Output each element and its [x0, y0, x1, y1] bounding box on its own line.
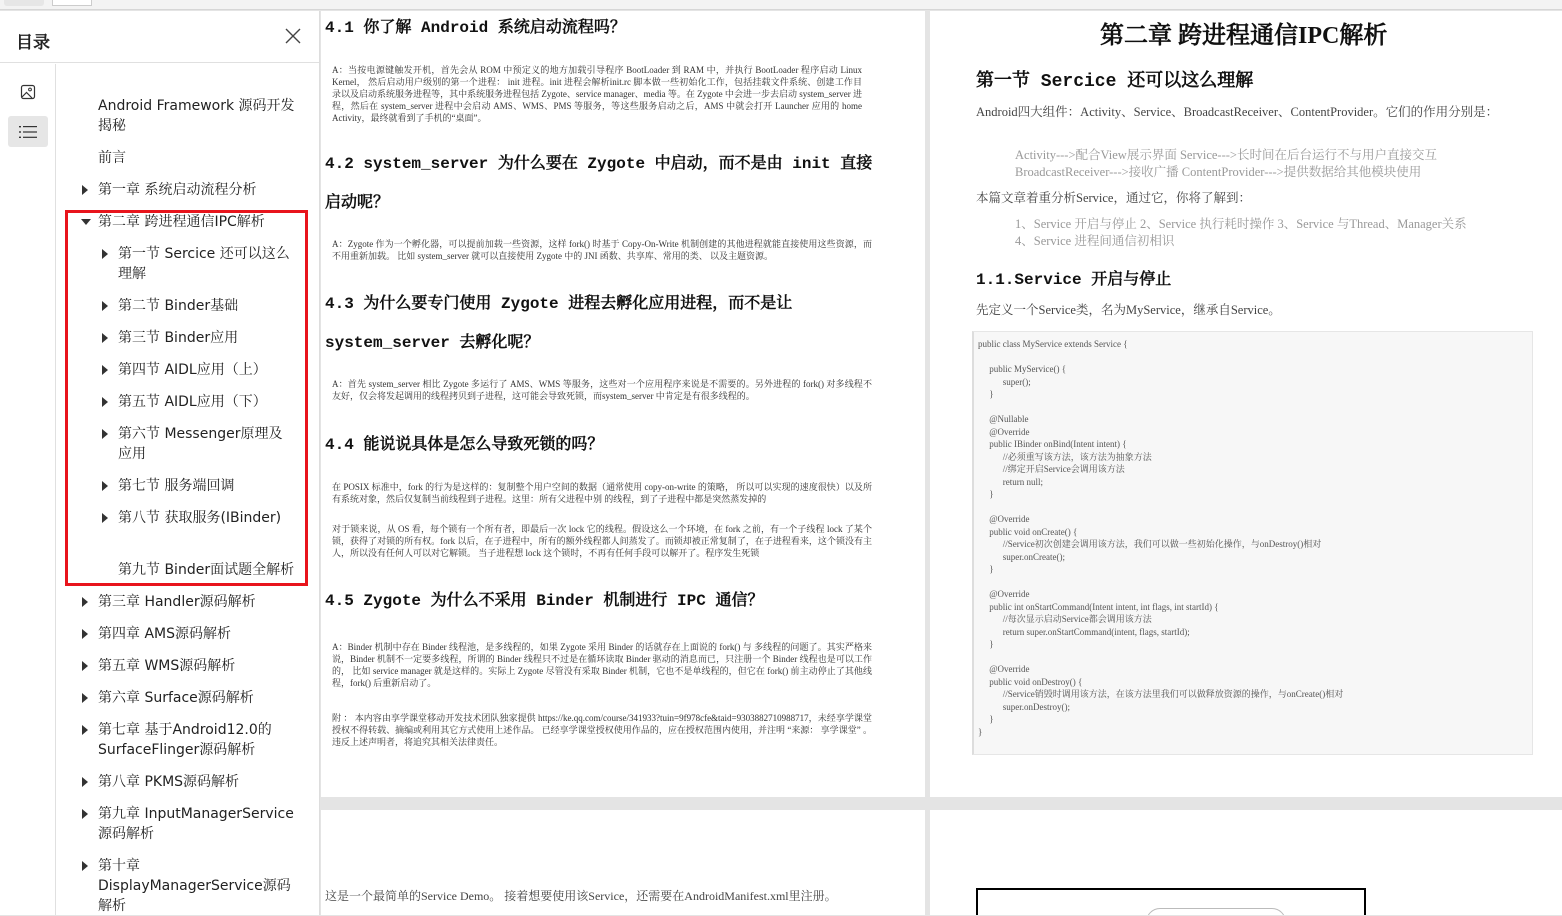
toc-item[interactable]: [98, 148, 298, 168]
pdf-page-right: [930, 11, 1562, 797]
chevron-right-icon[interactable]: [82, 185, 88, 195]
toc-item[interactable]: [118, 508, 298, 528]
chevron-right-icon[interactable]: [82, 693, 88, 703]
toc-item-label: 第六节 Messenger原理及应用: [118, 426, 283, 462]
code-block: public class MyService extends Service { public MyService() { super(); } @Nullable @Override public IBinder onBind(Intent intent) { //必须重写该方法，该方法为抽象方法 //绑定开启Service会调用该方法 return null; } @Override public void onCreate() { //Service初次创建会调用该方法，我们可以做一些初始化操作，与onDestroy()相对 super.onCreate(); } @Override public int onStartCommand(Intent intent, int flags, int startId) { //每次显示启动Service都会调用该方法 return super.onStartCommand(intent, flags, startId); } @Override public void onDestroy() { //Service销毁时调用该方法，在该方法里我们可以做释放资源的操作，与onCreate()相对 super.onDestroy(); } }: [972, 331, 1533, 755]
sidebar-header: [0, 11, 319, 63]
components-quote: Activity--->配合View展示界面 Service--->长时间在后台运行不与用户直接交互 BroadcastReceiver--->接收广播 ContentProvider--->提供数据给其他模块使用: [1015, 148, 1437, 179]
toc-item[interactable]: [98, 180, 298, 200]
heading-1-1: 1.1.Service 开启与停止: [976, 271, 1172, 289]
toc-item-label: 第八节 获取服务(IBinder): [118, 510, 282, 526]
toc-item-label: 第五节 AIDL应用（下）: [118, 394, 267, 410]
outline-button[interactable]: [8, 116, 48, 147]
chevron-right-icon[interactable]: [102, 249, 108, 259]
chevron-right-icon[interactable]: [102, 481, 108, 491]
toc-item[interactable]: [118, 296, 298, 316]
pdf-page-right-next: [930, 810, 1562, 915]
heading-4-3-cont: system_server 去孵化呢？: [325, 334, 540, 352]
toc-item-label: 第三节 Binder应用: [118, 330, 239, 346]
toc-item[interactable]: [98, 96, 298, 136]
thumbnails-button[interactable]: [8, 76, 48, 107]
answer-4-4-b: 对于锁来说，从 OS 看，每个锁有一个所有者，即最后一次 lock 它的线程。假设这么一个环境，在 fork 之前，有一个子线程 lock 了某个锁，获得了对锁的所有权。fork 以后，在子进程中，所有的额外线程都人间蒸发了。而锁却被正常复制了，在子进程看来，这个锁没有主人，所以没有任何人可以对它解锁。 当子进程想 lock 这个锁时，不再有任何手段可以解开了。程序发生死锁: [332, 524, 872, 558]
toc-item-label: 第四章 AMS源码解析: [98, 626, 231, 642]
demo-paragraph: 这是一个最简单的Service Demo。 接着想要使用该Service，还需要在AndroidManifest.xml里注册。: [325, 889, 837, 903]
toc-item-label: 第九章 InputManagerService源码解析: [98, 806, 294, 842]
toc-item-label: 第十章 DisplayManagerService源码解析: [98, 858, 291, 914]
toc-item[interactable]: [98, 656, 298, 676]
toc-item[interactable]: [118, 392, 298, 412]
toc-item-label: 第一节 Sercice 还可以这么理解: [118, 246, 290, 282]
toc-item[interactable]: [118, 424, 293, 464]
chevron-right-icon[interactable]: [102, 429, 108, 439]
pdf-page-left: [321, 11, 925, 797]
toc-item[interactable]: [98, 720, 288, 760]
answer-4-4-a: 在 POSIX 标准中，fork 的行为是这样的：复制整个用户空间的数据（通常使用 copy-on-write 的策略， 所以可以实现的速度很快）以及所有系统对象，然后仅复制当前线程到子进程。这里：所有父进程中别 的线程，到了子进程中都是突然蒸发掉的: [332, 482, 872, 504]
sidebar-rail: [0, 64, 56, 915]
close-icon[interactable]: [284, 27, 302, 45]
answer-4-1: A：当按电源键触发开机，首先会从 ROM 中预定义的地方加载引导程序 BootLoader 到 RAM 中，并执行 BootLoader 程序启动 Linux Kernel， 然后启动用户级别的第一个进程： init 进程。init 进程会解析init.rc 脚本做一些初始化工作，包括挂载文件系统、创建工作目录以及启动系统服务进程等，其中系统服务进程包括 Zygote、service manager、media 等。在 Zygote 中会进一步去启动 system_server 进程，然后在 system_server 进程中会启动 AMS、WMS、PMS 等服务，等这些服务启动之后，AMS 中就会打开 Launcher 应用的 home Activity，最终就看到了手机的“桌面”。: [332, 65, 862, 123]
toc-sidebar: [0, 11, 320, 915]
toc-item[interactable]: [118, 244, 293, 284]
toc-item[interactable]: [118, 328, 298, 348]
heading-4-1: 4.1 你了解 Android 系统启动流程吗？: [325, 19, 626, 37]
toc-item-label: 第六章 Surface源码解析: [98, 690, 254, 706]
chevron-right-icon[interactable]: [82, 777, 88, 787]
toc-item[interactable]: [98, 856, 298, 916]
define-paragraph: 先定义一个Service类，名为MyService，继承自Service。: [976, 303, 1281, 317]
toc-list: [56, 64, 319, 915]
intro-paragraph: Android四大组件：Activity、Service、BroadcastReceiver、ContentProvider。它们的作用分别是：: [976, 105, 1499, 119]
figure-button-shape: [1146, 908, 1286, 915]
chevron-right-icon[interactable]: [82, 809, 88, 819]
answer-4-5: A：Binder 机制中存在 Binder 线程池，是多线程的，如果 Zygote 采用 Binder 的话就存在上面说的 fork() 与 多线程的问题了。其实严格来说，Binder 机制不一定要多线程，所谓的 Binder 线程只不过是在循环读取 Binder 驱动的消息而已，只注册一个 Binder 线程也是可以工作的， 比如 service manager 就是这样的。实际上 Zygote 尽管没有采取 Binder 机制，它也不是单线程的，但它在 fork() 前主动停止了其他线程，fork() 后重新启动了。: [332, 642, 872, 688]
toc-item[interactable]: [98, 212, 298, 232]
chevron-right-icon[interactable]: [102, 397, 108, 407]
toc-item-label: 第五章 WMS源码解析: [98, 658, 236, 674]
tab[interactable]: [4, 0, 44, 6]
toc-item[interactable]: [98, 688, 298, 708]
toc-item-label: 第七节 服务端回调: [118, 478, 235, 494]
list-icon: [19, 125, 37, 139]
chevron-right-icon[interactable]: [102, 365, 108, 375]
section-title: 第一节 Sercice 还可以这么理解: [976, 72, 1254, 92]
chevron-right-icon[interactable]: [82, 661, 88, 671]
toc-item[interactable]: [98, 592, 298, 612]
toc-item-label: 第二章 跨进程通信IPC解析: [98, 214, 265, 230]
chevron-right-icon[interactable]: [102, 333, 108, 343]
heading-4-3: 4.3 为什么要专门使用 Zygote 进程去孵化应用进程，而不是让: [325, 295, 793, 313]
chevron-right-icon[interactable]: [82, 861, 88, 871]
toc-item-label: 第二节 Binder基础: [118, 298, 239, 314]
answer-4-3: A：首先 system_server 相比 Zygote 多运行了 AMS、WMS 等服务，这些对一个应用程序来说是不需要的。另外进程的 fork() 对多线程不友好，仅会将发起调用的线程拷贝到子进程，这可能会导致死锁，而system_server 中肯定是有很多线程的。: [332, 379, 872, 401]
toc-item[interactable]: [98, 772, 298, 792]
tab-bar: [0, 0, 1562, 10]
chapter-title: 第二章 跨进程通信IPC解析: [1100, 23, 1388, 49]
heading-4-5: 4.5 Zygote 为什么不采用 Binder 机制进行 IPC 通信？: [325, 592, 764, 610]
answer-4-2: A：Zygote 作为一个孵化器，可以提前加载一些资源，这样 fork() 时基于 Copy-On-Write 机制创建的其他进程就能直接使用这些资源，而不用重新加载。 比如 system_server 就可以直接使用 Zygote 中的 JNI 函数、共享库、常用的类、 以及主题资源。: [332, 239, 872, 261]
chevron-right-icon[interactable]: [82, 629, 88, 639]
copyright-note: 附 ： 本内容由享学课堂移动开发技术团队独家提供 https://ke.qq.com/course/341933?tuin=9f978cfe&taid=9303882710988717，未经享学课堂授权不得转载、摘编或利用其它方式使用上述作品。 已经享学课堂授权使用作品的，应在授权范围内使用，并注明 “来源： 享学课堂” 。违反上述声明者，将追究其相关法律责任。: [332, 713, 872, 747]
sidebar-title: 目录: [16, 33, 50, 53]
toc-item-label: 第四节 AIDL应用（上）: [118, 362, 267, 378]
toc-item[interactable]: [98, 624, 298, 644]
toc-item-label: 第三章 Handler源码解析: [98, 594, 256, 610]
topics-quote: 1、Service 开启与停止 2、Service 执行耗时操作 3、Service 与Thread、Manager关系 4、Service 进程间通信初相识: [1015, 217, 1467, 248]
chevron-right-icon[interactable]: [82, 725, 88, 735]
toc-item-label: Android Framework 源码开发揭秘: [98, 98, 295, 134]
chevron-right-icon[interactable]: [82, 597, 88, 607]
image-icon: [20, 84, 36, 100]
figure-image: [976, 888, 1366, 915]
toc-item-label: 第八章 PKMS源码解析: [98, 774, 240, 790]
toc-item-label: 第七章 基于Android12.0的SurfaceFlinger源码解析: [98, 722, 272, 758]
toc-item[interactable]: [118, 560, 303, 580]
toc-item[interactable]: [118, 476, 298, 496]
toc-item-label: 前言: [98, 150, 126, 166]
toc-item[interactable]: [98, 804, 298, 844]
toc-item[interactable]: [118, 360, 298, 380]
chevron-right-icon[interactable]: [102, 513, 108, 523]
toc-item-label: 第九节 Binder面试题全解析: [118, 562, 295, 578]
pdf-page-left-next: [321, 810, 925, 915]
toc-item-label: 第一章 系统启动流程分析: [98, 182, 257, 198]
tab[interactable]: [52, 0, 92, 6]
heading-4-4: 4.4 能说说具体是怎么导致死锁的吗？: [325, 436, 604, 454]
chevron-down-icon[interactable]: [81, 219, 91, 225]
heading-4-2: 4.2 system_server 为什么要在 Zygote 中启动，而不是由 init 直接: [325, 155, 873, 173]
chevron-right-icon[interactable]: [102, 301, 108, 311]
focus-paragraph: 本篇文章着重分析Service，通过它，你将了解到：: [976, 191, 1251, 205]
heading-4-2-cont: 启动呢？: [325, 194, 390, 212]
